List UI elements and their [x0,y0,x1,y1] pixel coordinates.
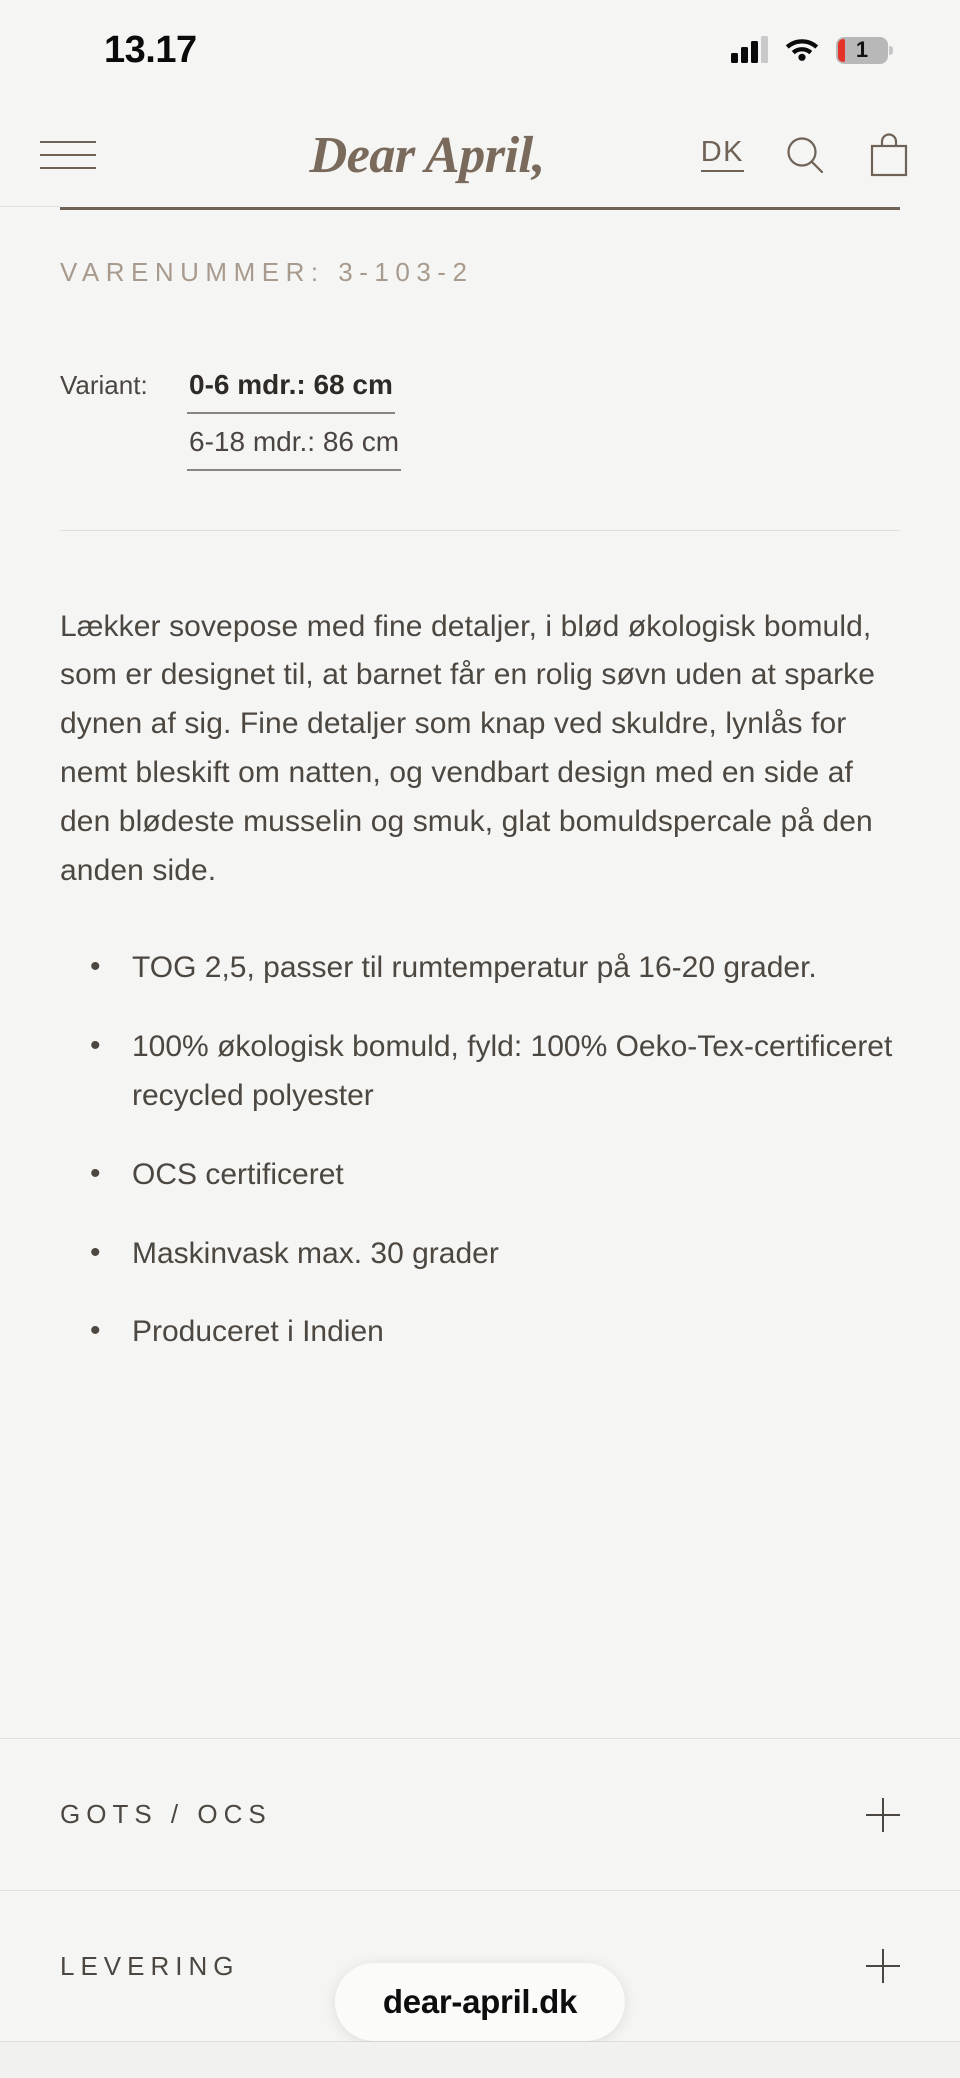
accordion-title: GOTS / OCS [60,1799,272,1829]
plus-icon[interactable] [866,1949,900,1983]
list-item: • Maskinvask max. 30 grader [90,1230,900,1279]
plus-icon[interactable] [866,1798,900,1832]
section-divider [60,530,900,531]
variant-option-0[interactable]: 0-6 mdr.: 68 cm [187,366,395,414]
brand-logo[interactable]: Dear April, [309,126,546,184]
product-sku: VARENUMMER: 3-103-2 [60,257,474,287]
list-item: • 100% økologisk bomuld, fyld: 100% Oeko-Tex-certificeret recycled polyester [90,1023,900,1121]
list-item: • Produceret i Indien [90,1308,900,1357]
list-item: • TOG 2,5, passer til rumtemperatur på 16-20 grader. [90,944,900,993]
shopping-bag-icon[interactable] [866,132,912,178]
language-selector[interactable]: DK [701,138,744,172]
product-feature-list [60,944,900,1357]
wifi-icon [784,34,820,66]
accordion-gots-ocs[interactable] [0,1738,960,1890]
variant-option-1[interactable]: 6-18 mdr.: 86 cm [187,423,401,471]
list-item: • OCS certificeret [90,1151,900,1200]
variant-label: Variant: [60,370,148,400]
url-domain: dear-april.dk [382,1983,578,2020]
browser-bottom-strip [0,2042,960,2078]
url-bar-pill[interactable] [335,1963,625,2041]
cellular-signal-icon [731,37,768,63]
search-icon[interactable] [782,132,828,178]
product-description: Lækker sovepose med fine detaljer, i blød økologisk bomuld, som er designet til, at barnet får en rolig søvn uden at sparke dynen af sig. Fine detaljer som knap ved skuldre, lynlås for nemt bleskift om natten, og vendbart design med en side af den blødeste musselin og smuk, glat bomuldspercale på den anden side. [60,609,876,888]
hamburger-menu-icon[interactable] [40,133,98,177]
variant-selector [60,366,900,480]
battery-level-label: 1 [855,37,869,62]
product-details [0,207,960,1387]
variant-options [187,366,401,480]
status-indicators [731,34,888,66]
battery-low-icon [836,37,888,64]
site-header [0,100,960,210]
accordion-title: LEVERING [60,1950,240,1981]
status-time: 13.17 [104,28,197,71]
header-actions [701,132,912,178]
status-bar [0,0,960,100]
